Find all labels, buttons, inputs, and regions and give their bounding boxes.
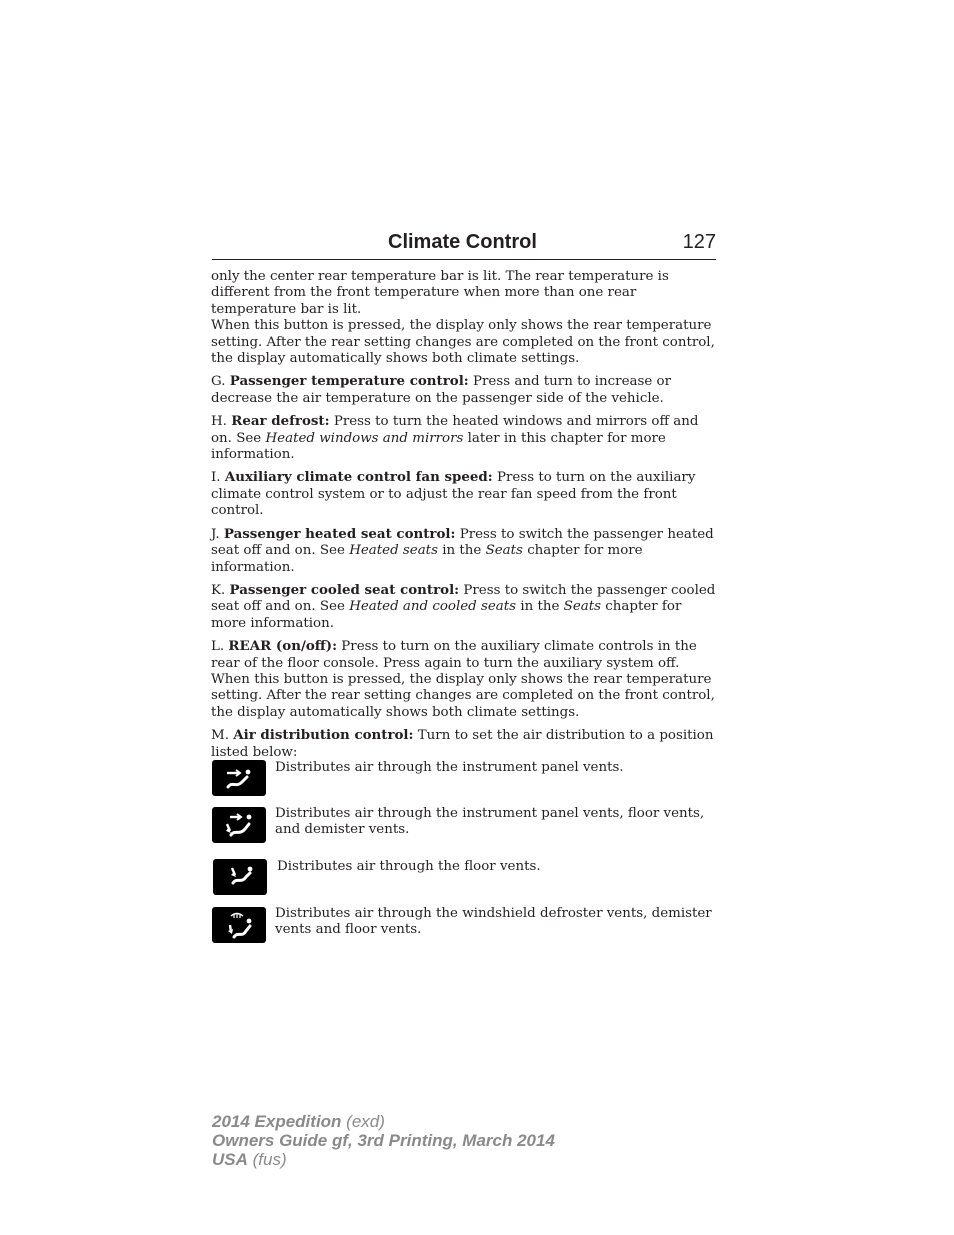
item-k-reference-2: Seats [563,599,602,615]
mode-text: Distributes air through the instrument panel vents. [275,760,624,775]
item-k-reference-1: Heated and cooled seats [349,599,517,615]
item-k-prefix: K. [211,582,226,598]
item-l [211,638,717,672]
mode-text: Distributes air through the floor vents. [277,859,541,874]
item-h [211,413,717,463]
item-h-text1: Press to turn the heated windows and mirrors off and on. See [211,414,699,446]
panel-vents-icon [212,760,266,796]
item-l-prefix: L. [211,639,225,655]
item-k-label: Passenger cooled seat control: [229,581,460,598]
mode-row-panel [211,760,717,798]
footer-market-code: (fus) [252,1150,287,1170]
item-j-reference-1: Heated seats [349,543,438,559]
item-k [211,582,717,632]
item-j [211,526,717,576]
item-m-label: Air distribution control: [233,727,414,744]
item-j-text2: in the [442,543,482,559]
footer-market-line [212,1150,555,1169]
item-i-prefix: I. [211,470,221,486]
item-g-label: Passenger temperature control: [229,373,469,390]
footer-guide: Owners Guide gf, 3rd Printing, March 2014 [212,1131,555,1151]
mode-row-floor [211,859,717,897]
item-m [211,727,717,761]
item-l-text: Press to turn on the auxiliary climate controls in the rear of the floor console. Press again to turn the auxiliary system off. [211,639,697,671]
page-title: Climate Control [388,231,537,253]
item-j-label: Passenger heated seat control: [223,525,456,542]
item-j-text1: Press to switch the passenger heated seat off and on. See [211,526,714,559]
item-l-note: When this button is pressed, the display only shows the rear temperature setting. After the rear setting changes are completed on the front control, the display automatically shows both climate settings. [211,671,715,720]
item-j-prefix: J. [211,526,220,542]
item-h-text2: later in this chapter for more information. [211,430,666,463]
item-h-label: Rear defrost: [231,413,330,430]
item-j-reference-2: Seats [485,543,523,559]
mode-row-panel-floor [211,806,717,846]
item-h-prefix: H. [211,414,227,430]
mode-row-defrost-floor [211,906,717,946]
intro-paragraph-1: only the center rear temperature bar is lit. The rear temperature is different from the front temperature when more than one rear temperature bar is lit. [211,269,669,317]
footer-model-line [212,1112,555,1131]
floor-vents-icon [213,859,267,895]
footer-guide-line [212,1131,555,1150]
item-i [211,469,717,519]
item-h-reference: Heated windows and mirrors [265,430,464,446]
item-k-text3: chapter for more information. [211,599,682,631]
item-g-prefix: G. [211,374,226,390]
page-body [211,269,717,767]
mode-text: Distributes air through the instrument panel vents, floor vents, and demister vents. [275,806,705,838]
item-i-text: Press to turn on the auxiliary climate control system or to adjust the rear fan speed from the front control. [211,470,696,519]
item-m-prefix: M. [211,728,229,744]
panel-floor-demister-icon [212,807,266,843]
intro-paragraph-2: When this button is pressed, the display only shows the rear temperature setting. After the rear setting changes are completed on the front control, the display automatically shows both climate settings. [211,318,715,367]
item-m-text: Turn to set the air distribution to a position listed below: [211,728,714,760]
item-j-text3: chapter for more information. [211,543,643,575]
item-i-label: Auxiliary climate control fan speed: [224,469,493,486]
item-l-label: REAR (on/off): [228,638,338,655]
page-number: 127 [682,231,716,253]
mode-text: Distributes air through the windshield defroster vents, demister vents and floor vents. [275,906,712,938]
footer-market: USA [212,1150,248,1170]
page-header [212,229,716,260]
item-k-text1: Press to switch the passenger cooled seat off and on. See [211,582,716,615]
footer-model: 2014 Expedition [212,1112,342,1131]
item-g [211,373,717,407]
item-g-text: Press and turn to increase or decrease the air temperature on the passenger side of the vehicle. [211,374,672,406]
defrost-floor-icon [212,907,266,943]
footer-model-code: (exd) [346,1112,385,1131]
page-footer [212,1112,555,1170]
item-k-text2: in the [520,599,560,615]
